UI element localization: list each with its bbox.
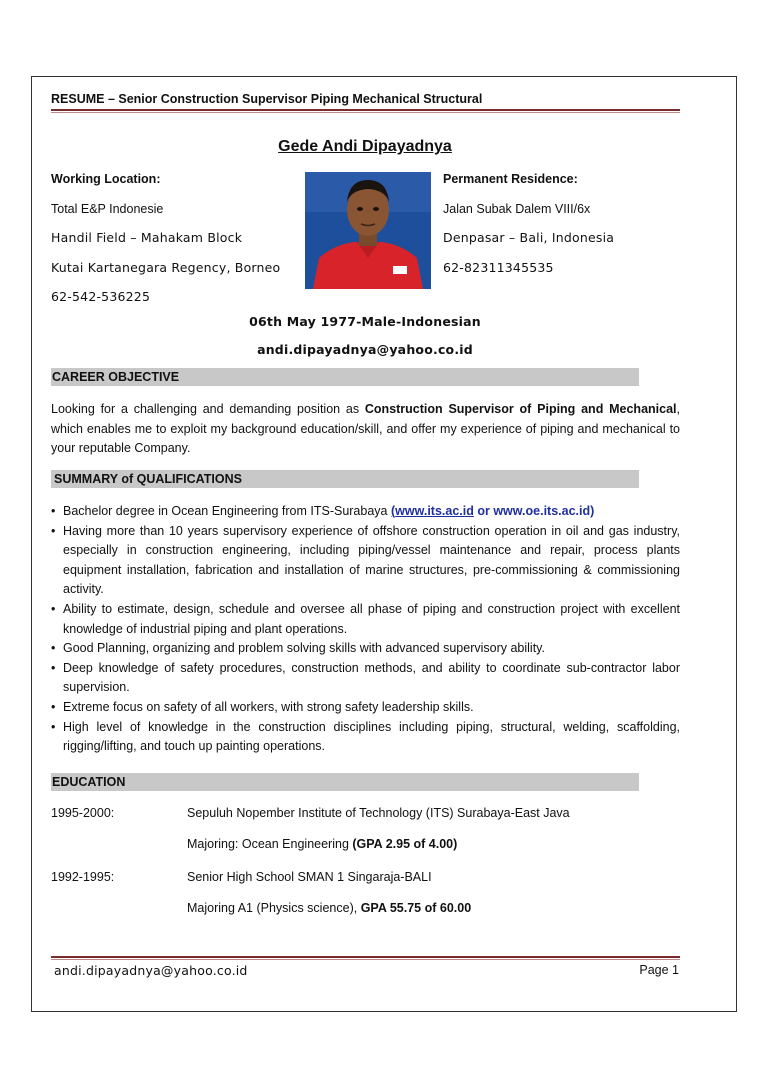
person-portrait-icon <box>305 172 431 289</box>
list-item <box>51 600 680 639</box>
list-item <box>51 639 680 659</box>
link-close-paren: ) <box>590 504 595 518</box>
qualification-text: Good Planning, organizing and problem solving skills with advanced supervisory ability. <box>63 641 545 656</box>
bullet-icon: • <box>51 660 56 675</box>
candidate-name: Gede Andi Dipayadnya <box>278 138 452 155</box>
education-major-text: Majoring: Ocean Engineering <box>187 837 353 851</box>
working-location-phone: 62-542-536225 <box>51 289 151 304</box>
permanent-residence-line: Denpasar – Bali, Indonesia <box>443 230 615 245</box>
footer-email: andi.dipayadnya@yahoo.co.id <box>54 963 248 978</box>
link-open-paren: ( <box>390 504 396 518</box>
page-number: Page 1 <box>639 963 679 977</box>
education-major-text: Majoring A1 (Physics science), <box>187 901 361 915</box>
bullet-icon: • <box>51 523 56 538</box>
header-rule-thin <box>51 112 680 113</box>
oe-its-link[interactable]: www.oe.its.ac.id <box>493 504 591 518</box>
link-or-text: or <box>473 504 494 518</box>
qualification-text: Having more than 10 years supervisory experience of offshore construction operation in oil and gas industry, especially in construction engineering, including piping/vessel maintenance and repair, process plants equipment installation, fabrication and installation of marine structures, pre-commissioning & commissioning activity. <box>63 523 680 597</box>
header-rule <box>51 109 680 111</box>
education-major <box>187 837 457 851</box>
qualification-text: High level of knowledge in the construction disciplines including piping, structural, welding, scaffolding, rigging/lifting, and touch up painting operations. <box>63 719 680 754</box>
qualification-text: Extreme focus on safety of all workers, with strong safety leadership skills. <box>63 699 474 714</box>
list-item <box>51 502 680 522</box>
career-objective-text <box>51 400 680 459</box>
list-item <box>51 718 680 757</box>
working-location-line: Handil Field – Mahakam Block <box>51 230 243 245</box>
permanent-residence-line: Jalan Subak Dalem VIII/6x <box>443 201 591 216</box>
bullet-icon: • <box>51 504 56 518</box>
education-gpa: (GPA 2.95 of 4.00) <box>352 837 458 851</box>
qualification-text: Bachelor degree in Ocean Engineering from ITS-Surabaya <box>63 504 391 518</box>
education-school: Senior High School SMAN 1 Singaraja-BALI <box>187 870 432 884</box>
footer-rule-thin <box>51 959 680 960</box>
education-gpa: GPA 55.75 of 60.00 <box>360 901 472 915</box>
career-objective-text-start: Looking for a challenging and demanding position as <box>51 402 365 416</box>
qualification-text: Ability to estimate, design, schedule and oversee all phase of piping and construction project with excellent knowledge of industrial piping and plant operations. <box>63 601 680 636</box>
permanent-residence <box>443 170 683 288</box>
footer-rule <box>51 956 680 958</box>
education-major <box>187 901 471 915</box>
education-school: Sepuluh Nopember Institute of Technology (ITS) Surabaya-East Java <box>187 806 570 820</box>
working-location-line: Total E&P Indonesie <box>51 201 164 216</box>
career-objective-heading: CAREER OBJECTIVE <box>51 368 639 386</box>
bullet-icon: • <box>51 641 56 656</box>
list-item <box>51 698 680 718</box>
profile-photo <box>305 172 431 289</box>
permanent-residence-phone: 62-82311345535 <box>443 259 554 275</box>
qualifications-list <box>51 502 680 757</box>
birth-info: 06th May 1977-Male-Indonesian <box>249 314 481 329</box>
working-location-line: Kutai Kartanegara Regency, Borneo <box>51 259 281 275</box>
working-location-label: Working Location: <box>51 172 161 186</box>
qualification-text: Deep knowledge of safety procedures, construction methods, and ability to coordinate sub-contractor labor supervision. <box>63 660 680 695</box>
list-item <box>51 522 680 600</box>
career-objective-text-end: , which enables me to exploit my background education/skill, and offer my experience of piping and mechanical to your reputable Company. <box>51 402 680 455</box>
bullet-icon: • <box>51 719 56 734</box>
its-link[interactable]: www.its.ac.id <box>395 504 474 518</box>
summary-heading: SUMMARY of QUALIFICATIONS <box>51 470 639 488</box>
bullet-icon: • <box>51 601 56 616</box>
bullet-icon: • <box>51 699 56 714</box>
career-objective-position: Construction Supervisor of Piping and Mechanical <box>364 402 677 416</box>
education-years: 1995-2000: <box>51 806 115 820</box>
resume-header-title: RESUME – Senior Construction Supervisor Piping Mechanical Structural <box>51 92 483 106</box>
education-years: 1992-1995: <box>51 870 115 884</box>
education-heading: EDUCATION <box>51 773 639 791</box>
working-location <box>51 170 301 318</box>
permanent-residence-label: Permanent Residence: <box>443 172 578 186</box>
list-item <box>51 659 680 698</box>
email-address: andi.dipayadnya@yahoo.co.id <box>257 342 473 357</box>
